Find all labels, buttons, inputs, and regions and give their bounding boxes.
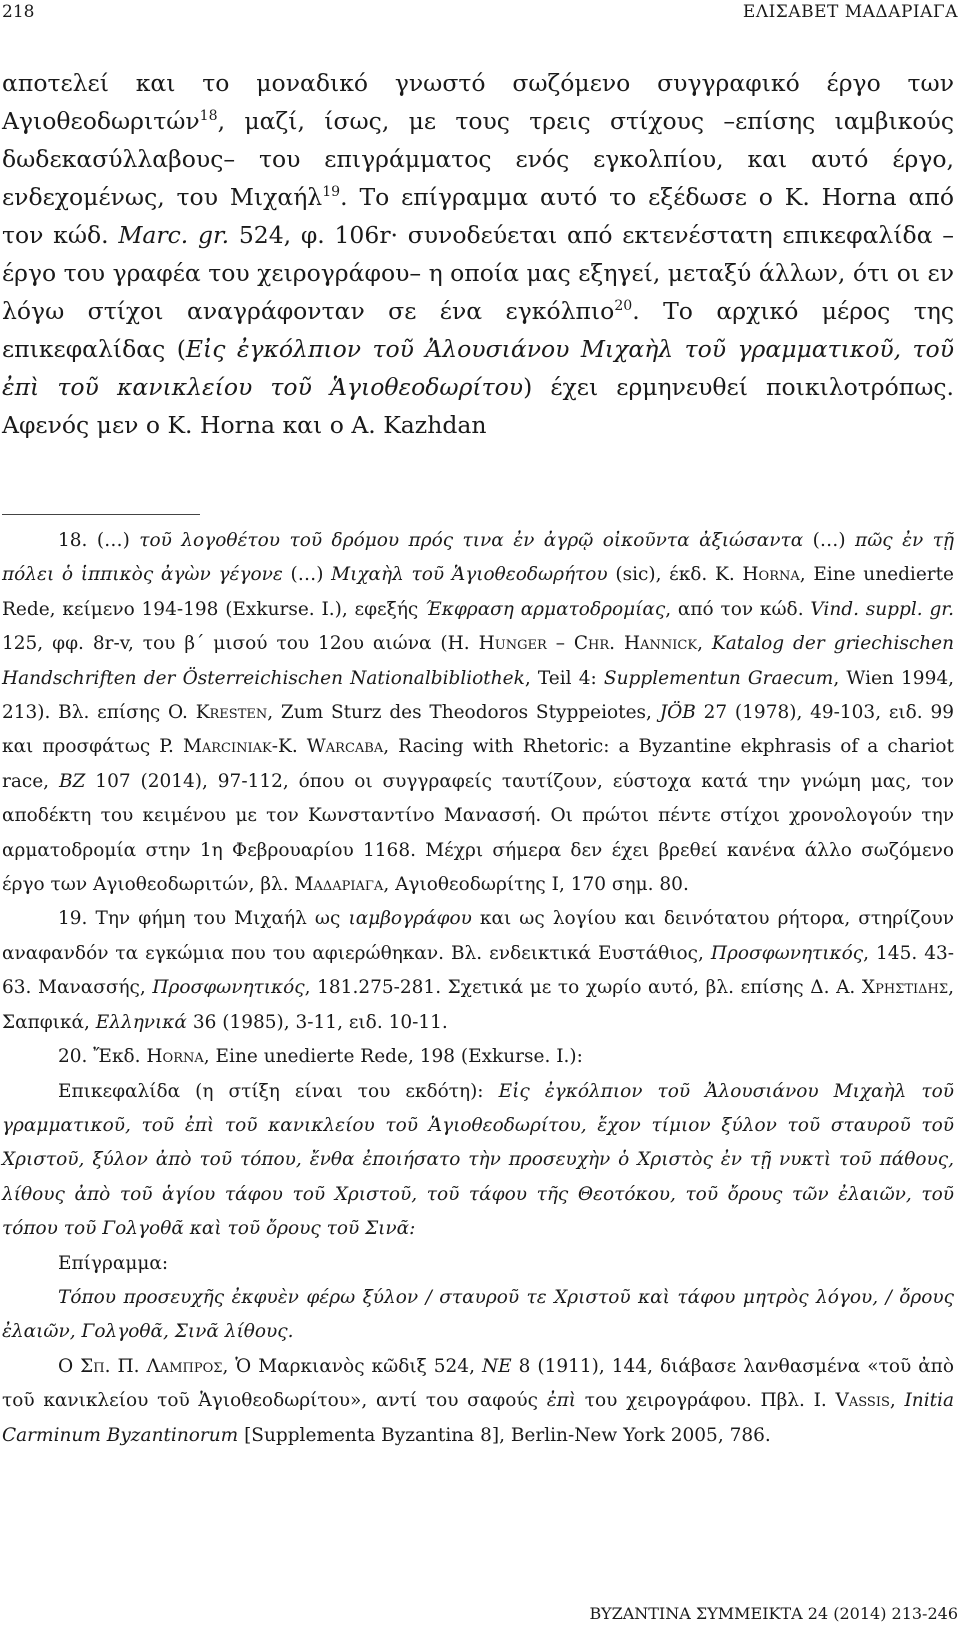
footnote-20-heading: Επικεφαλίδα (η στίξη είναι του εκδότη): Εἰς ἐγκόλπιον τοῦ Ἀλουσιάνου Μιχαὴλ τοῦ γραμματικοῦ, τοῦ ἐπὶ τοῦ κανικλείου τοῦ Ἁγιοθεοδωρίτου, ἔχον τίμιον ξύλον τοῦ σταυροῦ τοῦ Χριστοῦ, ξύλον ἀπὸ τοῦ τόπου, ἔνθα ἐποιήσατο τὴν προσευχὴν ὁ Χριστὸς ἐν τῇ νυκτὶ τοῦ πάθους, λίθους ἀπὸ τοῦ ἁγίου τάφου τοῦ Χριστοῦ, τοῦ τάφου τῆς Θεοτόκου, τοῦ ὄρους τῶν ἐλαιῶν, τοῦ τόπου τοῦ Γολγοθᾶ καὶ τοῦ ὄρους τοῦ Σινᾶ:	[2, 1080, 954, 1240]
footnote-ref-18[interactable]: 18	[199, 108, 218, 125]
page-number: 218	[2, 2, 35, 22]
footnote-20-epigram-label: Επίγραμμα:	[58, 1252, 169, 1274]
running-head: ΕΛΙΣΑΒΕΤ ΜΑΔΑΡΙΑΓΑ	[742, 2, 958, 22]
footnote-separator	[2, 514, 200, 515]
main-body-text	[2, 64, 954, 444]
footnote-20-commentary: Ο Σπ. Π. Λαμπρος, Ὁ Μαρκιανὸς κῶδιξ 524, ΝΕ 8 (1911), 144, διάβασε λανθασμένα «τοῦ ἀπὸ τοῦ κανικλείου τοῦ Ἁγιοθεοδωρίτου», αντί του σαφούς ἐπὶ του χειρογράφου. Πβλ. I. Vassis, Initia Carminum Byzantinorum [Supplementa Byzantina 8], Berlin-New York 2005, 786.	[2, 1355, 954, 1446]
main-paragraph: αποτελεί και το μοναδικό γνωστό σωζόμενο συγγραφικό έργο των Αγιοθεοδωριτών$^{18}$, μαζί, ίσως, με τους τρεις στίχους –επίσης ιαμβικούς δωδεκασύλλαβους– του επιγράμματος ενός εγκολπίου, και αυτό έργο, ενδεχομένως, του Μιχαήλ$^{19}$. Το επίγραμμα αυτό το εξέδωσε ο K. Horna από τον κώδ. Marc. gr. 524, φ. 106r· συνοδεύεται από εκτενέστατη επικεφαλίδα –έργο του γραφέα του χειρογράφου– η οποία μας εξηγεί, μεταξύ άλλων, ότι οι εν λόγω στίχοι αναγράφονταν σε ένα εγκόλπιο$^{20}$. Το αρχικό μέρος της επικεφαλίδας (Εἰς ἐγκόλπιον τοῦ Ἀλουσιάνου Μιχαὴλ τοῦ γραμματικοῦ, τοῦ ἐπὶ τοῦ κανικλείου τοῦ Ἁγιοθεοδωρίτου) έχει ερμηνευθεί ποικιλοτρόπως. Αφενός μεν ο K. Horna και ο A. Kazhdan	[2, 69, 955, 439]
footnotes	[2, 524, 954, 1453]
footnote-19: 19. Την φήμη του Μιχαήλ ως ιαμβογράφου και ως λογίου και δεινότατου ρήτορα, στηρίζουν αναφανδόν τα εγκώμια που του αφιερώθηκαν. Βλ. ενδεικτικά Ευστάθιος, Προσφωνητικός, 145. 43-63. Μανασσής, Προσφωνητικός, 181.275-281. Σχετικά με το χωρίο αυτό, βλ. επίσης Δ. Α. Χρηστιδης, Σαπφικά, Ελληνικά 36 (1985), 3-11, ειδ. 10-11.	[2, 908, 955, 1033]
footnote-ref-20[interactable]: 20	[614, 298, 633, 315]
footnote-20: 20. Ἔκδ. Horna, Eine unedierte Rede, 198 (Exkurse. I.):	[58, 1046, 583, 1068]
page-header	[0, 2, 960, 26]
journal-reference: BYZANTINA ΣΥΜΜΕΙΚΤΑ 24 (2014) 213-246	[589, 1604, 958, 1623]
footnote-ref-19[interactable]: 19	[322, 184, 341, 201]
page-footer	[0, 1604, 960, 1632]
footnote-20-epigram: Τόπου προσευχῆς ἐκφυὲν φέρω ξύλον / σταυροῦ τε Χριστοῦ καὶ τάφου μητρὸς λόγου, / ὄρους ἐλαιῶν, Γολγοθᾶ, Σινᾶ λίθους.	[2, 1286, 954, 1343]
footnote-18: 18. (…) τοῦ λογοθέτου τοῦ δρόμου πρός τινα ἐν ἀγρῷ οἰκοῦντα ἀξιώσαντα (…) πῶς ἐν τῇ πόλει ὁ ἱππικὸς ἀγὼν γέγονε (…) Μιχαὴλ τοῦ Ἁγιοθεοδωρήτου (sic), έκδ. K. Horna, Eine unedierte Rede, κείμενο 194-198 (Exkurse. I.), εφεξής Έκφραση αρματοδρομίας, από τον κώδ. Vind. suppl. gr. 125, φφ. 8r-v, του β´ μισού του 12ου αιώνα (H. Hunger – Chr. Hannick, Katalog der griechischen Handschriften der Österreichischen Nationalbibliothek, Teil 4: Supplementun Graecum, Wien 1994, 213). Βλ. επίσης O. Kresten, Zum Sturz des Theodoros Styppeiotes, JÖB 27 (1978), 49-103, ειδ. 99 και προσφάτως P. Marciniak-K. Warcaba, Racing with Rhetoric: a Byzantine ekphrasis of a chariot race, BZ 107 (2014), 97-112, όπου οι συγγραφείς ταυτίζουν, εύστοχα κατά την γνώμη μας, τον αποδέκτη του κειμένου με τον Κωνσταντίνο Μανασσή. Οι πρώτοι πέντε στίχοι χρονολογούν την αρματοδρομία στην 1η Φεβρουαρίου 1168. Μέχρι σήμερα δεν έχει βρεθεί κανένα άλλο σωζόμενο έργο των Αγιοθεοδωριτών, βλ. Μαδαριαγα, Αγιοθεοδωρίτης I, 170 σημ. 80.	[2, 530, 955, 896]
